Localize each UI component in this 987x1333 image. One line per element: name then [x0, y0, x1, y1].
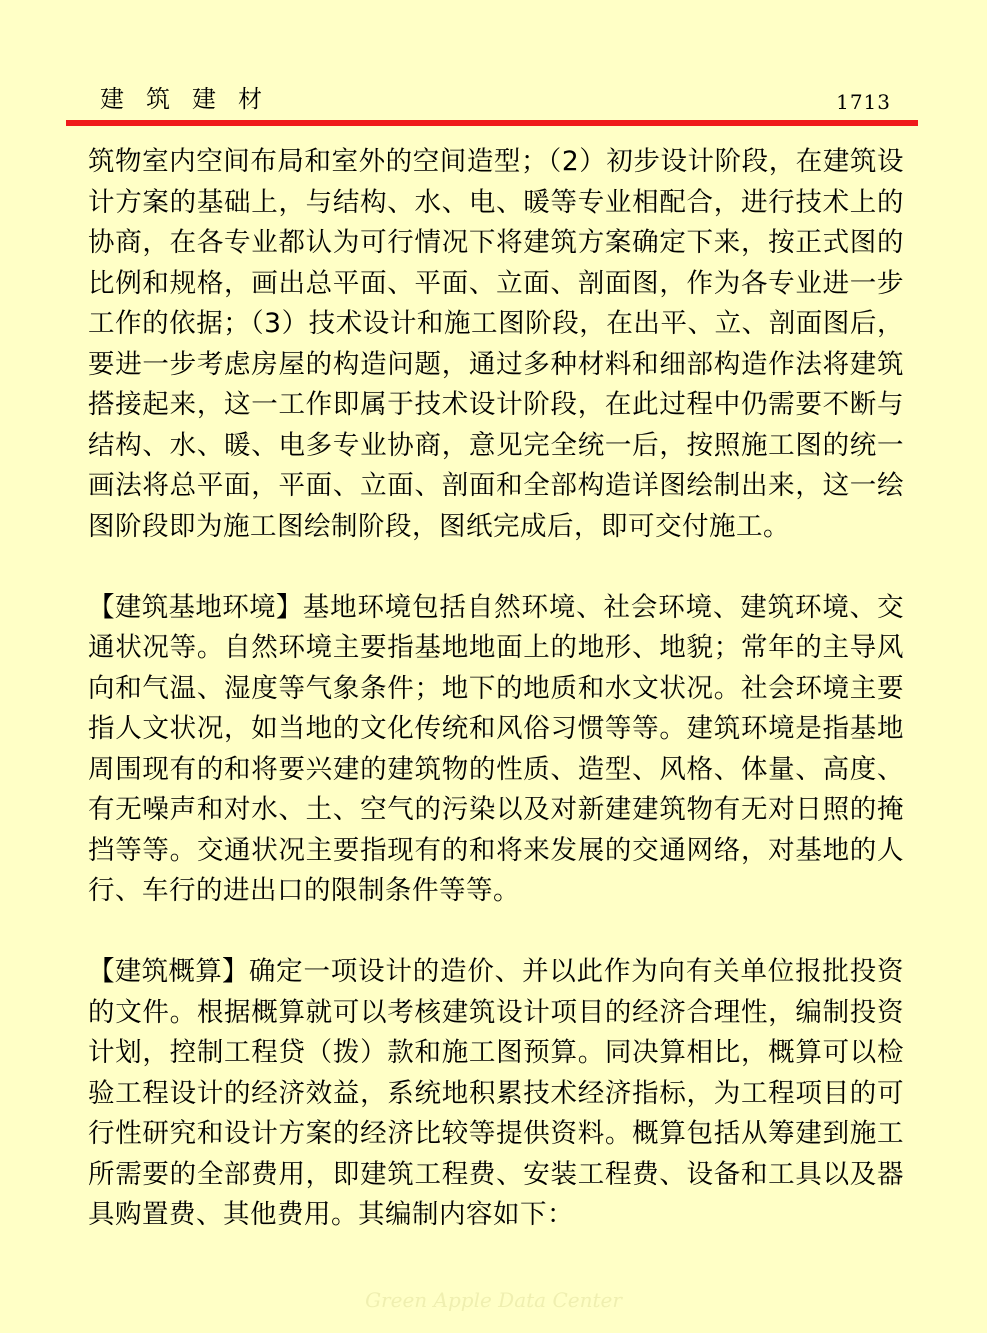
entry-term: 【建筑基地环境】 — [88, 591, 303, 623]
paragraph-continuation — [88, 142, 904, 547]
paragraph-text: 筑物室内空间布局和室外的空间造型；（2）初步设计阶段，在建筑设计方案的基础上，与结构、水、电、暖等专业相配合，进行技术上的协商，在各专业都认为可行情况下将建筑方案确定下来，按正式图的比例和规格，画出总平面、平面、立面、剖面图，作为各专业进一步工作的依据；（3）技术设计和施工图阶段，在出平、立、剖面图后，要进一步考虑房屋的构造问题，通过多种材料和细部构造作法将建筑搭接起来，这一工作即属于技术设计阶段，在此过程中仍需要不断与结构、水、暖、电多专业协商，意见完全统一后，按照施工图的统一画法将总平面，平面、立面、剖面和全部构造详图绘制出来，这一绘图阶段即为施工图绘制阶段，图纸完成后，即可交付施工。 — [88, 146, 904, 542]
entry-building-budget-estimate — [88, 952, 904, 1236]
paragraph-gap — [88, 912, 904, 953]
entry-text: 基地环境包括自然环境、社会环境、建筑环境、交通状况等。自然环境主要指基地地面上的地形、地貌；常年的主导风向和气温、湿度等气象条件；地下的地质和水文状况。社会环境主要指人文状况，如当地的文化传统和风俗习惯等等。建筑环境是指基地周围现有的和将要兴建的建筑物的性质、造型、风格、体量、高度、有无噪声和对水、土、空气的污染以及对新建建筑物有无对日照的掩挡等等。交通状况主要指现有的和将来发展的交通网络，对基地的人行、车行的进出口的限制条件等等。 — [88, 591, 905, 906]
header-rule — [66, 120, 918, 126]
entry-term: 【建筑概算】 — [88, 956, 249, 987]
running-header-title: 建筑建材 — [100, 85, 284, 113]
entry-building-site-environment — [88, 588, 904, 912]
entry-text: 确定一项设计的造价、并以此作为向有关单位报批投资的文件。根据概算就可以考核建筑设计项目的经济合理性，编制投资计划，控制工程贷（拨）款和施工图预算。同决算相比，概算可以检验工程设计的经济效益，系统地积累技术经济指标，为工程项目的可行性研究和设计方案的经济比较等提供资料。概算包括从筹建到施工所需要的全部费用，即建筑工程费、安装工程费、设备和工具以及器具购置费、其他费用。其编制内容如下： — [88, 956, 905, 1230]
body-text — [88, 142, 904, 1236]
page-number: 1713 — [836, 90, 891, 114]
paragraph-gap — [88, 547, 904, 588]
watermark: Green Apple Data Center — [365, 1288, 622, 1312]
